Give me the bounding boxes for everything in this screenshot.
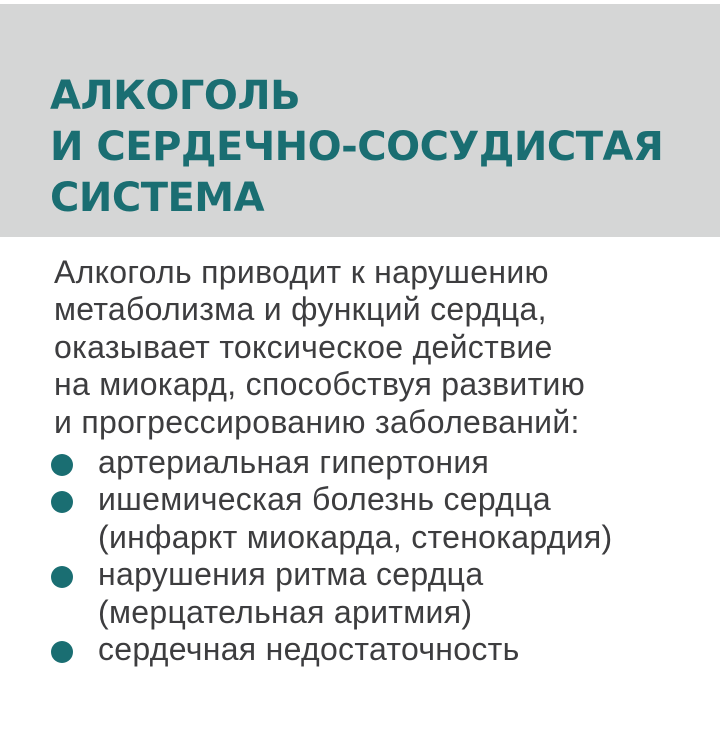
header-banner [0, 4, 720, 237]
intro-line: метаболизма и функций сердца, [54, 291, 547, 328]
list-item-text: нарушения ритма сердца [98, 556, 484, 593]
bullet-icon [51, 491, 73, 513]
list-item-text: (мерцательная аритмия) [98, 593, 473, 630]
content-body [54, 254, 694, 668]
intro-line: на миокард, способствуя развитию [54, 366, 586, 403]
intro-paragraph [54, 254, 694, 441]
title-line: АЛКОГОЛЬ [50, 73, 301, 119]
list-item-text: артериальная гипертония [98, 444, 490, 481]
intro-line: оказывает токсическое действие [54, 328, 553, 365]
intro-line: Алкоголь приводит к нарушению [54, 254, 549, 290]
list-item [54, 631, 694, 668]
list-item [54, 444, 694, 481]
title-line: И СЕРДЕЧНО-СОСУДИСТАЯ [50, 124, 664, 170]
list-item [54, 481, 694, 556]
list-item [54, 556, 694, 631]
bullet-icon [51, 566, 73, 588]
list-item-text: ишемическая болезнь сердца [98, 481, 551, 518]
disease-list [54, 444, 694, 668]
list-item-text: (инфаркт миокарда, стенокардия) [98, 518, 613, 555]
intro-line: и прогрессированию заболеваний: [54, 403, 580, 440]
page-title [50, 71, 663, 224]
list-item-text: сердечная недостаточность [98, 631, 520, 668]
title-line: СИСТЕМА [50, 175, 265, 221]
bullet-icon [51, 641, 73, 663]
bullet-icon [51, 454, 73, 476]
